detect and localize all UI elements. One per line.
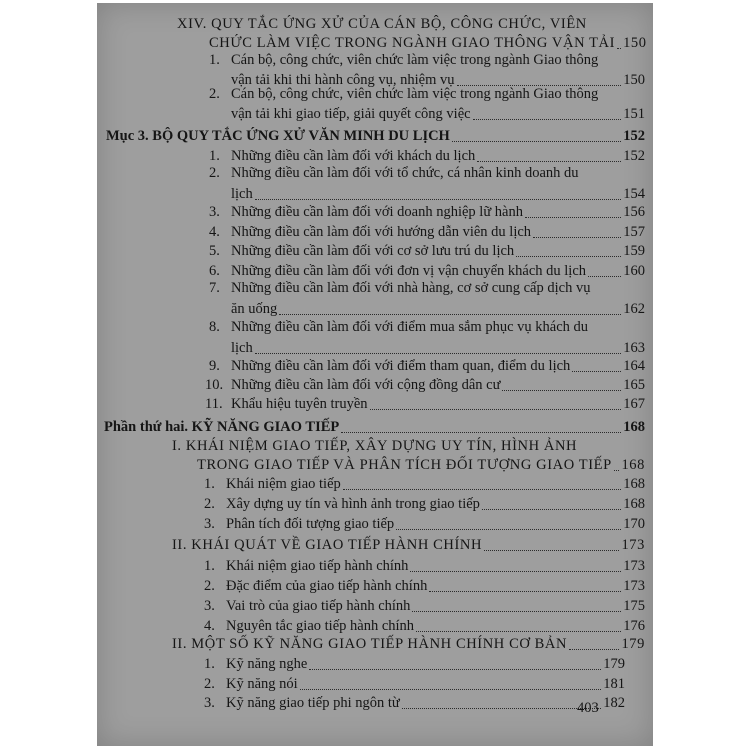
toc-m2-line1: Những điều cần làm đối với tổ chức, cá nhân kinh doanh du [231,165,579,181]
toc-entry-p1-1 [97,475,653,493]
toc-p2-3-num: 3. [204,598,215,614]
toc-m5-num: 5. [209,243,220,259]
toc-p1-3-text: Phân tích đối tượng giao tiếp [226,516,395,532]
leader-dots [569,649,619,650]
toc-p2-3-page: 175 [623,598,645,614]
page-number: 403 [577,700,599,716]
toc-m4-num: 4. [209,224,220,240]
toc-p2-4-text: Nguyên tắc giao tiếp hành chính [226,618,415,634]
leader-dots [452,141,621,142]
toc-p3-3-text: Kỹ năng giao tiếp phi ngôn từ [226,695,400,711]
toc-m11-num: 11. [205,396,223,412]
leader-dots [370,409,622,410]
toc-m11-text: Khẩu hiệu tuyên truyền [231,396,368,412]
toc-m9-num: 9. [209,358,220,374]
toc-m7-line2: ăn uống [231,301,278,317]
toc-m1-num: 1. [209,148,220,164]
toc-m3-page: 156 [623,204,645,220]
toc-xiv-1-page: 150 [623,72,645,88]
toc-p1-2-page: 168 [623,496,645,512]
toc-xiv-1-num: 1. [209,52,220,68]
toc-entry-p3-2 [97,675,653,693]
leader-dots [255,353,622,354]
book-page [97,3,653,746]
toc-p1-title-line2: TRONG GIAO TIẾP VÀ PHÂN TÍCH ĐỐI TƯỢNG GIAO TIẾP [197,457,612,473]
toc-m3-text: Những điều cần làm đối với doanh nghiệp lữ hành [231,204,523,220]
leader-dots [416,631,621,632]
leader-dots [402,708,601,709]
toc-xiv-page: 150 [623,35,647,51]
toc-xiv-2-num: 2. [209,86,220,102]
leader-dots [412,611,621,612]
toc-p2-1-page: 173 [623,558,645,574]
toc-p2-1-text: Khái niệm giao tiếp hành chính [226,558,409,574]
toc-entry-m4 [97,223,653,241]
toc-p3-3-page: 182 [603,695,625,711]
toc-part2-page: 168 [623,419,645,435]
toc-m3-num: 3. [209,204,220,220]
leader-dots [279,314,621,315]
toc-entry-p1-3 [97,515,653,533]
leader-dots [482,509,621,510]
leader-dots [429,591,621,592]
toc-p2-2-num: 2. [204,578,215,594]
toc-m7-line1: Những điều cần làm đối với nhà hàng, cơ sở cung cấp dịch vụ [231,280,591,296]
toc-m4-page: 157 [623,224,645,240]
toc-entry-m11 [97,395,653,413]
toc-m8-page: 163 [623,340,645,356]
toc-p1-1-page: 168 [623,476,645,492]
toc-p1-2-text: Xây dựng uy tín và hình ảnh trong giao tiếp [226,496,480,512]
leader-dots [309,669,601,670]
toc-m9-page: 164 [623,358,645,374]
toc-p3-1-num: 1. [204,656,215,672]
toc-m5-page: 159 [623,243,645,259]
toc-part2-title: Phần thứ hai. KỸ NĂNG GIAO TIẾP [104,419,340,435]
leader-dots [341,432,621,433]
toc-m9-text: Những điều cần làm đối với điểm tham quan, điểm du lịch [231,358,571,374]
leader-dots [614,470,620,471]
leader-dots [533,237,621,238]
toc-p2-page: 173 [621,537,645,553]
leader-dots [525,217,621,218]
toc-p3-2-text: Kỹ năng nói [226,676,298,692]
toc-m10-num: 10. [205,377,224,393]
toc-p3-title: II. MỘT SỐ KỸ NĂNG GIAO TIẾP HÀNH CHÍNH CƠ BẢN [172,636,568,652]
toc-p1-page: 168 [621,457,645,473]
toc-p2-2-text: Đặc điểm của giao tiếp hành chính [226,578,428,594]
toc-p2-2-page: 173 [623,578,645,594]
toc-p3-2-page: 181 [603,676,625,692]
toc-p1-1-text: Khái niệm giao tiếp [226,476,341,492]
toc-xiv-2-line1: Cán bộ, công chức, viên chức làm việc trong ngành Giao thông [231,86,599,102]
toc-m8-line2: lịch [231,340,253,356]
toc-xiv-1-line1: Cán bộ, công chức, viên chức làm việc trong ngành Giao thông [231,52,599,68]
leader-dots [396,529,621,530]
toc-p2-4-num: 4. [204,618,215,634]
toc-m8-num: 8. [209,319,220,335]
toc-p1-3-page: 170 [623,516,645,532]
toc-xiv-2-page: 151 [623,106,645,122]
leader-dots [477,161,621,162]
toc-muc3-page: 152 [623,128,645,144]
toc-m10-page: 165 [623,377,645,393]
toc-entry-m10 [97,376,653,394]
toc-muc3-title: Mục 3. BỘ QUY TẮC ỨNG XỬ VĂN MINH DU LỊCH [106,128,450,144]
toc-p1-2-num: 2. [204,496,215,512]
toc-p1-1-num: 1. [204,476,215,492]
toc-p3-1-text: Kỹ năng nghe [226,656,308,672]
toc-entry-p3-1 [97,655,653,673]
toc-entry-p2-3 [97,597,653,615]
toc-entry-p3-3 [97,694,653,712]
toc-entry-p3 [97,635,653,653]
toc-m10-text: Những điều cần làm đối với cộng đồng dân cư [231,377,501,393]
toc-entry-m1 [97,147,653,165]
leader-dots [484,550,619,551]
toc-m6-num: 6. [209,263,220,279]
toc-p2-1-num: 1. [204,558,215,574]
toc-m1-text: Những điều cần làm đối với khách du lịch [231,148,476,164]
toc-m2-line2: lịch [231,186,253,202]
toc-xiv-2-line2: vận tải khi giao tiếp, giải quyết công việc [231,106,471,122]
toc-p3-page: 179 [621,636,645,652]
toc-m7-num: 7. [209,280,220,296]
toc-m2-num: 2. [209,165,220,181]
toc-p1-title-line1: I. KHÁI NIỆM GIAO TIẾP, XÂY DỰNG UY TÍN, HÌNH ẢNH [172,438,578,454]
toc-p2-title: II. KHÁI QUÁT VỀ GIAO TIẾP HÀNH CHÍNH [172,537,483,553]
toc-m1-page: 152 [623,148,645,164]
toc-entry-muc3 [97,127,653,145]
toc-entry-p2 [97,536,653,554]
toc-p2-3-text: Vai trò của giao tiếp hành chính [226,598,411,614]
toc-m6-page: 160 [623,263,645,279]
toc-entry-p2-4 [97,617,653,635]
toc-entry-part2 [97,418,653,436]
toc-p3-1-page: 179 [603,656,625,672]
toc-p1-3-num: 3. [204,516,215,532]
toc-xiv-1-line2: vận tải khi thi hành công vụ, nhiệm vụ [231,72,455,88]
toc-m4-text: Những điều cần làm đối với hướng dẫn viên du lịch [231,224,532,240]
toc-m5-text: Những điều cần làm đối với cơ sở lưu trú du lịch [231,243,515,259]
leader-dots [617,48,621,49]
leader-dots [300,689,602,690]
toc-entry-p2-1 [97,557,653,575]
toc-m2-page: 154 [623,186,645,202]
toc-m11-page: 167 [623,396,645,412]
leader-dots [516,256,621,257]
leader-dots [255,199,622,200]
leader-dots [343,489,621,490]
toc-entry-p1-2 [97,495,653,513]
toc-entry-m5 [97,242,653,260]
leader-dots [502,390,621,391]
toc-m6-text: Những điều cần làm đối với đơn vị vận chuyển khách du lịch [231,263,587,279]
toc-entry-m6 [97,262,653,280]
toc-xiv-title-line2: CHỨC LÀM VIỆC TRONG NGÀNH GIAO THÔNG VẬN TẢI [209,35,616,51]
toc-entry-m3 [97,203,653,221]
toc-m8-line1: Những điều cần làm đối với điểm mua sắm phục vụ khách du [231,319,589,335]
leader-dots [410,571,621,572]
toc-p3-3-num: 3. [204,695,215,711]
toc-entry-p2-2 [97,577,653,595]
toc-entry-m9 [97,357,653,375]
toc-p2-4-page: 176 [623,618,645,634]
leader-dots [473,119,622,120]
toc-m7-page: 162 [623,301,645,317]
leader-dots [588,276,621,277]
toc-p3-2-num: 2. [204,676,215,692]
leader-dots [572,371,621,372]
toc-xiv-title-line1: XIV. QUY TẮC ỨNG XỬ CỦA CÁN BỘ, CÔNG CHỨC, VIÊN [177,16,587,32]
